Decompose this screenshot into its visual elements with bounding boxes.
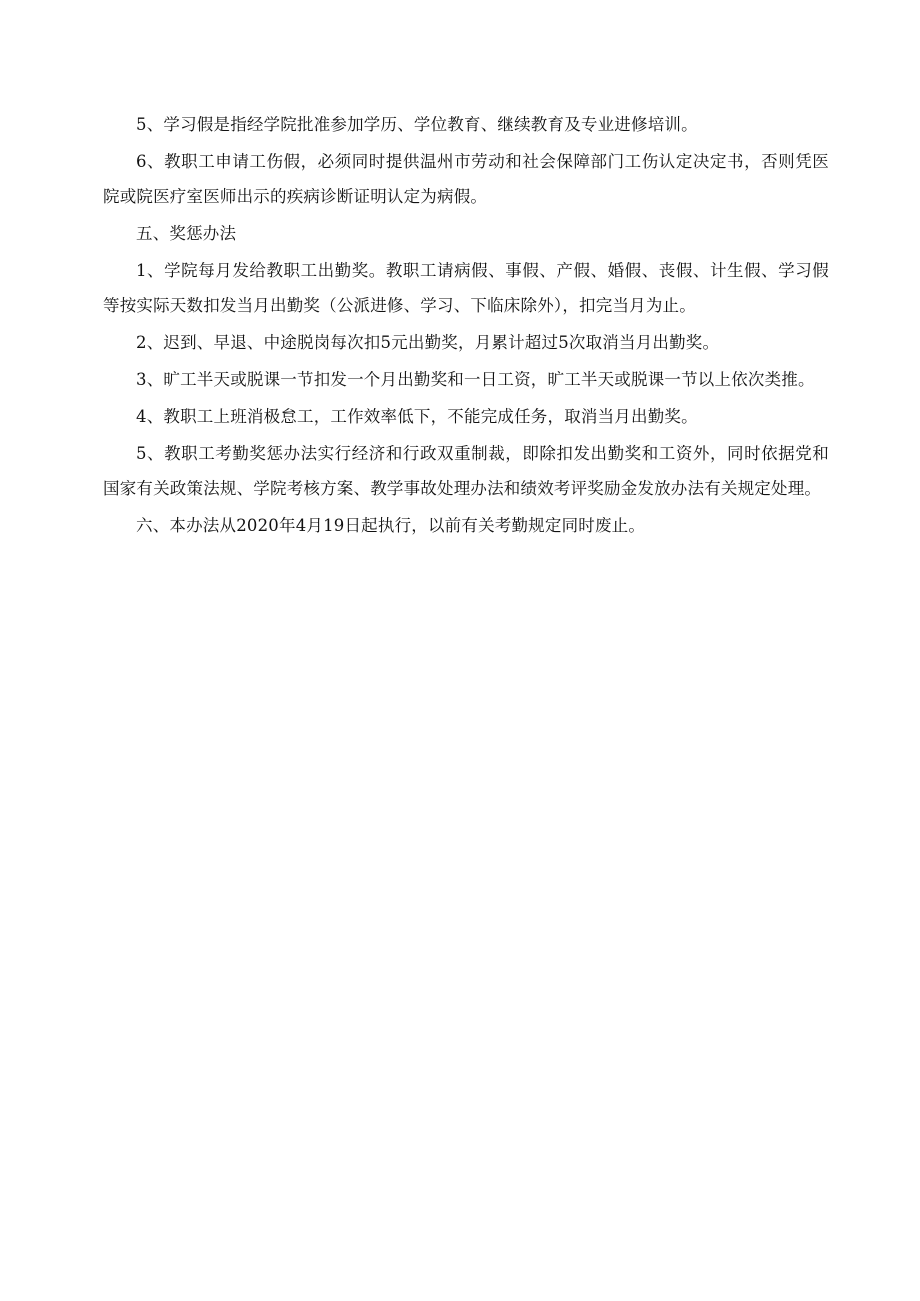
paragraph-injury-leave: 6、教职工申请工伤假，必须同时提供温州市劳动和社会保障部门工伤认定决定书，否则凭医院或院医疗室医师出示的疾病诊断证明认定为病假。 [103, 152, 829, 206]
paragraph-absence-penalty: 3、旷工半天或脱课一节扣发一个月出勤奖和一日工资，旷工半天或脱课一节以上依次类推。 [136, 370, 815, 389]
paragraph-late-deduction: 2、迟到、早退、中途脱岗每次扣5元出勤奖，月累计超过5次取消当月出勤奖。 [136, 333, 720, 352]
paragraph-study-leave: 5、学习假是指经学院批准参加学历、学位教育、继续教育及专业进修培训。 [136, 115, 698, 134]
paragraph-passive-work: 4、教职工上班消极怠工，工作效率低下，不能完成任务，取消当月出勤奖。 [136, 407, 698, 426]
section-heading-rewards-penalties: 五、奖惩办法 [136, 224, 237, 243]
document-body [103, 107, 829, 545]
paragraph-attendance-bonus: 1、学院每月发给教职工出勤奖。教职工请病假、事假、产假、婚假、丧假、计生假、学习假等按实际天数扣发当月出勤奖（公派进修、学习、下临床除外），扣完当月为止。 [103, 261, 829, 315]
section-heading-effective-date: 六、本办法从2020年4月19日起执行，以前有关考勤规定同时废止。 [136, 516, 646, 535]
paragraph-dual-sanctions: 5、教职工考勤奖惩办法实行经济和行政双重制裁，即除扣发出勤奖和工资外，同时依据党和国家有关政策法规、学院考核方案、教学事故处理办法和绩效考评奖励金发放办法有关规定处理。 [103, 444, 829, 498]
